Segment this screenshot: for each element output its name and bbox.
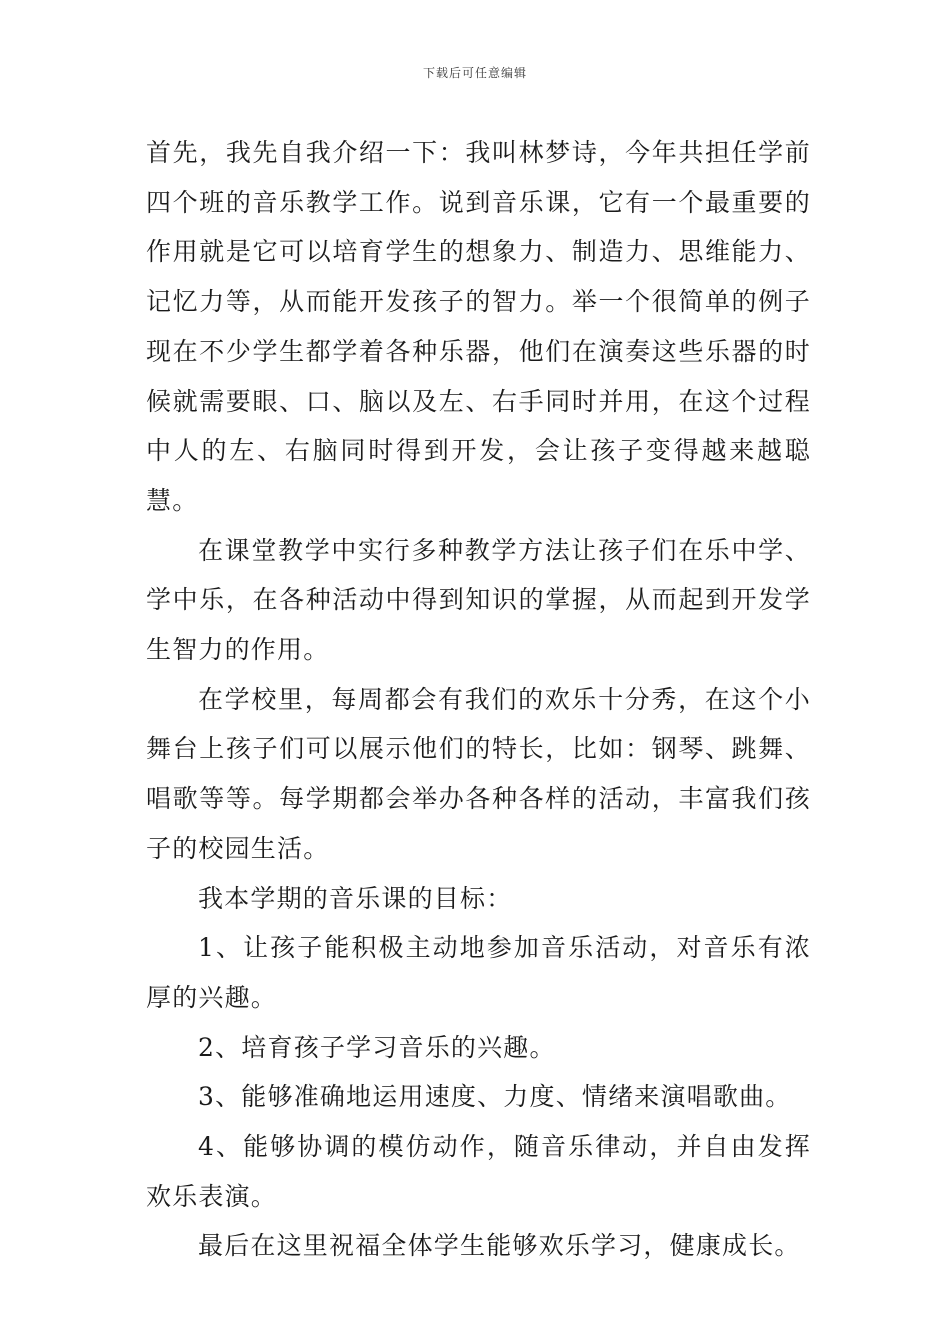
- paragraph-goals-heading: 我本学期的音乐课的目标：: [198, 883, 513, 913]
- paragraph-goal-3: 3、能够准确地运用速度、力度、情绪来演唱歌曲。: [198, 1082, 792, 1112]
- paragraph-teaching-methods: 在课堂教学中实行多种教学方法让孩子们在乐中学、学中乐，在各种活动中得到知识的掌握，从而起到开发学生智力的作用。: [146, 535, 811, 665]
- paragraph-goal-4: 4、能够协调的模仿动作，随音乐律动，并自由发挥欢乐表演。: [146, 1132, 811, 1211]
- paragraph-goal-1: 1、让孩子能积极主动地参加音乐活动，对音乐有浓厚的兴趣。: [146, 933, 811, 1012]
- document-body: [146, 128, 811, 1271]
- paragraph-school-activities: 在学校里，每周都会有我们的欢乐十分秀，在这个小舞台上孩子们可以展示他们的特长，比如：钢琴、跳舞、唱歌等等。每学期都会举办各种各样的活动，丰富我们孩子的校园生活。: [146, 684, 811, 863]
- paragraph-intro: 首先，我先自我介绍一下：我叫林梦诗，今年共担任学前四个班的音乐教学工作。说到音乐课，它有一个最重要的作用就是它可以培育学生的想象力、制造力、思维能力、记忆力等，从而能开发孩子的智力。举一个很简单的例子现在不少学生都学着各种乐器，他们在演奏这些乐器的时候就需要眼、口、脑以及左、右手同时并用，在这个过程中人的左、右脑同时得到开发，会让孩子变得越来越聪慧。: [146, 138, 811, 515]
- paragraph-goal-2: 2、培育孩子学习音乐的兴趣。: [198, 1032, 556, 1062]
- paragraph-closing: 最后在这里祝福全体学生能够欢乐学习，健康成长。: [198, 1231, 801, 1261]
- header-note: 下载后可任意编辑: [422, 66, 527, 80]
